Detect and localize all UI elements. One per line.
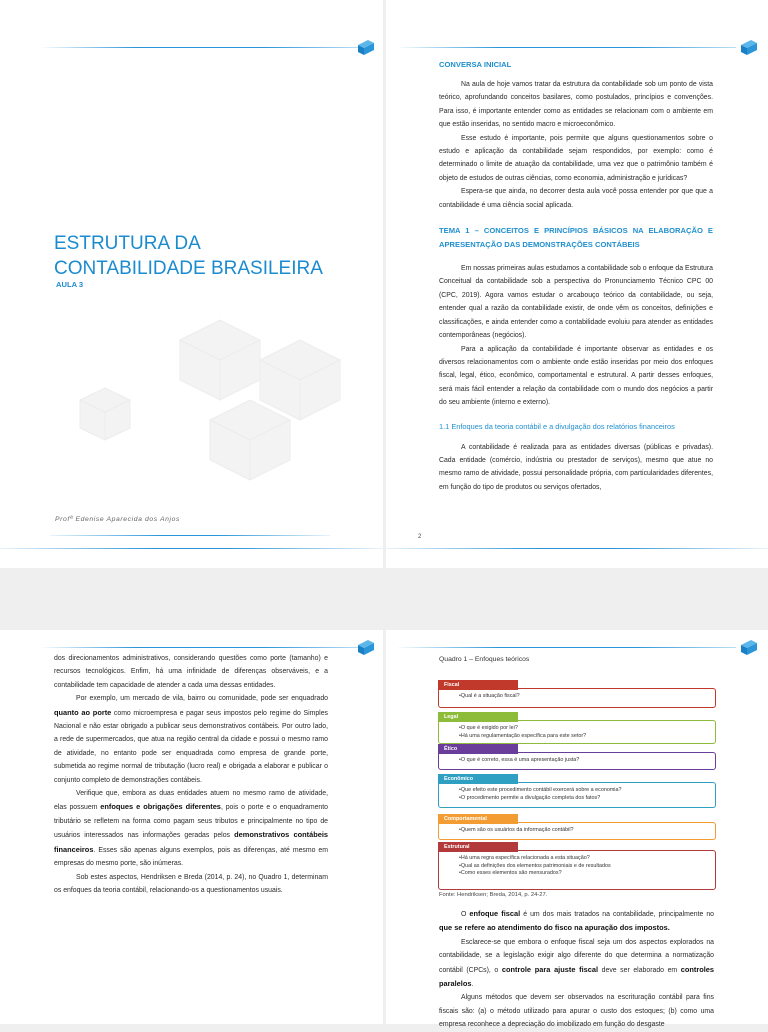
enfoque-question: •Qual é a situação fiscal? [459,693,520,699]
paragraph: Para a aplicação da contabilidade é importante observar as entidades e os diversos relacionamentos com o ambiente onde estão inseridas por meio dos enfoques fiscal, legal, ético, econômico, comportamental e estrutural. A partir desses enfoques, será mais fácil entender a relação da contabilidade com o mundo dos negócios a partir do seu ambiente (interno e externo). [439,345,713,407]
page-2 [386,0,768,568]
page-4-body [439,907,714,1032]
cover-title-line-2: CONTABILIDADE BRASILEIRA [54,258,323,279]
paragraph: dos direcionamentos administrativos, considerando questões como porte (tamanho) e recursos tecnológicos. Enfim, há uma infinidade de diferenças observáveis, e a contabilidade tem capacidade de atender a cada uma dessas entidades. [54,655,328,689]
enfoque-label: Comportamental [438,814,518,824]
subsection-heading-1-1: 1.1 Enfoques da teoria contábil e a divulgação dos relatórios financeiros [439,421,675,431]
cube-background-illustration [60,300,360,500]
cover-page [0,0,383,568]
enfoque-box [438,714,716,744]
enfoque-box [438,776,716,808]
enfoque-question: •Quem são os usuários da informação contábil? [459,827,574,833]
quadro-title: Quadro 1 – Enfoques teóricos [439,656,530,663]
emphasis-text: controle para ajuste fiscal [501,964,599,974]
header-rule [40,647,360,648]
page-2-body [439,60,713,494]
page-3-body [54,652,328,897]
paragraph [54,787,328,870]
text-run: Esclarece-se que embora o enfoque fiscal seja um dos aspectos explorados na contabilidade, se a legislação exigir algo diferente do que determina a normatização contábil (CPCs), o [439,938,714,974]
text-run: O [461,911,470,918]
paragraph: Alguns métodos que devem ser observados na escrituração contábil para fins fiscais são: (a) o método utilizado para apurar o custo dos estoques; (b) como uma empresa reconhece a depreciação do imobilizado em função do desgaste [439,994,714,1029]
paragraph: Espera-se que ainda, no decorrer desta aula você possa entender por que que a contabilidade é uma ciência social aplicada. [439,188,713,209]
emphasis-text: demonstrativos contábeis financeiros [54,830,328,854]
page-4 [386,630,768,1029]
text-run: . Esses são apenas alguns exemplos, pois as diferenças, até mesmo em empresas do mesmo porte, são inúmeras. [54,846,328,868]
cover-title [54,231,323,281]
enfoque-box [438,746,716,770]
enfoque-label: Econômico [438,774,518,784]
footer-rule [50,535,330,536]
enfoque-question: •Qual as definições dos elementos patrimoniais e de resultados [459,862,611,869]
cover-title-line-1: ESTRUTURA DA [54,233,201,254]
cube-logo-icon [356,38,376,56]
cover-subtitle: AULA 3 [56,280,84,289]
paragraph: Em nossas primeiras aulas estudamos a contabilidade sob o enfoque da Estrutura Conceitual da contabilidade sob a perspectiva do Pronunciamento Técnico CPC 00 (CPC, 2019). Agora vamos estudar o arcabouço teórico da contabilidade, ou seja, entender qual a razão da contabilidade existir, de onde vêm os conceitos, definições e classificações, e ainda entender como a contabilidade evoluiu para atender as entidades contemporâneas (negócios). [439,265,713,340]
header-rule [40,47,360,48]
page-3 [0,630,383,1024]
emphasis-text: enfoques e obrigações diferentes [100,802,221,812]
enfoque-box [438,844,716,890]
cube-logo-icon [356,638,376,656]
emphasis-text: quanto ao porte [54,707,112,717]
enfoque-question: •O que é correto, essa é uma apresentação justa? [459,757,580,763]
enfoque-label: Legal [438,712,518,722]
emphasis-text: controles paralelos [439,964,715,989]
paragraph: Na aula de hoje vamos tratar da estrutura da contabilidade sob um ponto de vista teórico, aprofundando conceitos basilares, como postulados, princípios e convenções. Para isso, é importante entender como as entidades se relacionam com o ambiente em que estão inseridas, no sentido macro e microeconômico. [439,81,713,129]
footer-rule-2 [0,548,383,549]
enfoque-question: •O procedimento permite a divulgação completa dos fatos? [459,794,601,801]
enfoque-question: •Que efeito este procedimento contábil exercerá sobre a economia? [459,787,622,793]
text-run: Por exemplo, um mercado de vila, bairro ou comunidade, pode ser enquadrado [76,695,328,703]
footer-rule [386,548,768,549]
quadro-source: Fonte: Hendriksen; Breda, 2014, p. 24-27. [439,892,548,898]
paragraph: Sob estes aspectos, Hendriksen e Breda (2014, p. 24), no Quadro 1, determinam os enfoques da teoria contábil, relacionando-os a questionamentos usuais. [54,873,328,894]
paragraph: A contabilidade é realizada para as entidades diversas (públicas e privadas). Cada entidade (comércio, indústria ou prestador de serviços), mesmo que atue no mesmo ramo de atividade, possui personalidade própria, com particularidades diferentes, em função do tipo de produtos ou serviços ofertados, [439,443,713,491]
header-rule [396,47,736,48]
emphasis-text: que se refere ao atendimento do fisco na apuração dos impostos. [439,923,670,933]
enfoque-box [438,816,716,840]
page-2-intro-text [439,78,713,212]
section-heading-conversa-inicial: CONVERSA INICIAL [439,60,512,69]
paragraph [54,692,328,787]
enfoque-question: •Como esses elementos são mensurados? [459,870,562,877]
cube-logo-icon [739,638,759,656]
text-run: como microempresa e pagar seus impostos pelo regime do Simples Nacional e não estar obrigado a publicar seus demonstrativos contábeis. Por outro lado, a rede de supermercados, que atua na região central da cidade e possui o mesmo ramo de atividade, no entanto pode ser enquadrada como empresa de grande porte, submetida ao regime normal de tributação (lucro real) e obrigada a elaborar e publicar o conjunto completo de demonstrações contábeis. [54,709,328,784]
text-run: , pois o porte e o enquadramento tributário se refletem na forma como pagam seus tributos e principalmente no tipo de usuários interessados nas informações geradas pelos [54,804,328,840]
enfoque-box [438,682,716,708]
paragraph [439,936,714,992]
text-run: . [471,981,474,989]
enfoque-label: Ético [438,744,518,754]
emphasis-text: enfoque fiscal [469,909,521,918]
text-run: deve ser elaborado em [598,966,681,974]
page-number: 2 [418,534,422,540]
enfoque-label: Fiscal [438,680,518,690]
text-run: Verifique que, embora as duas entidades atuem no mesmo ramo de atividade, elas possuem [54,790,328,812]
enfoque-question: •Há uma regulamentação específica para este setor? [459,732,587,739]
text-run: é um dos mais tratados na contabilidade, principalmente no [520,911,715,918]
page-2-subsection-text [439,441,713,495]
cover-author: Profª Edenise Aparecida dos Anjos [55,516,180,523]
enfoque-label: Estrutural [438,842,518,852]
cube-logo-icon [739,38,759,56]
enfoque-question: •O que é exigido por lei? [459,725,518,731]
section-heading-tema-1: TEMA 1 – CONCEITOS E PRINCÍPIOS BÁSICOS NA ELABORAÇÃO E APRESENTAÇÃO DAS DEMONSTRAÇÕES CONTÁBEIS [439,226,713,249]
paragraph: Esse estudo é importante, pois permite que alguns questionamentos sobre o estudo e aplicação da contabilidade sejam respondidos, por exemplo: como é determinado o limite de atuação da contabilidade, uma vez que o patrimônio também é objeto de estudos de outras ciências, como economia, administração e jurídicas? [439,134,713,182]
page-2-tema-text [439,262,713,409]
paragraph [439,907,714,936]
enfoque-question: •Há uma regra específica relacionada a esta situação? [459,855,590,861]
header-rule [396,647,736,648]
